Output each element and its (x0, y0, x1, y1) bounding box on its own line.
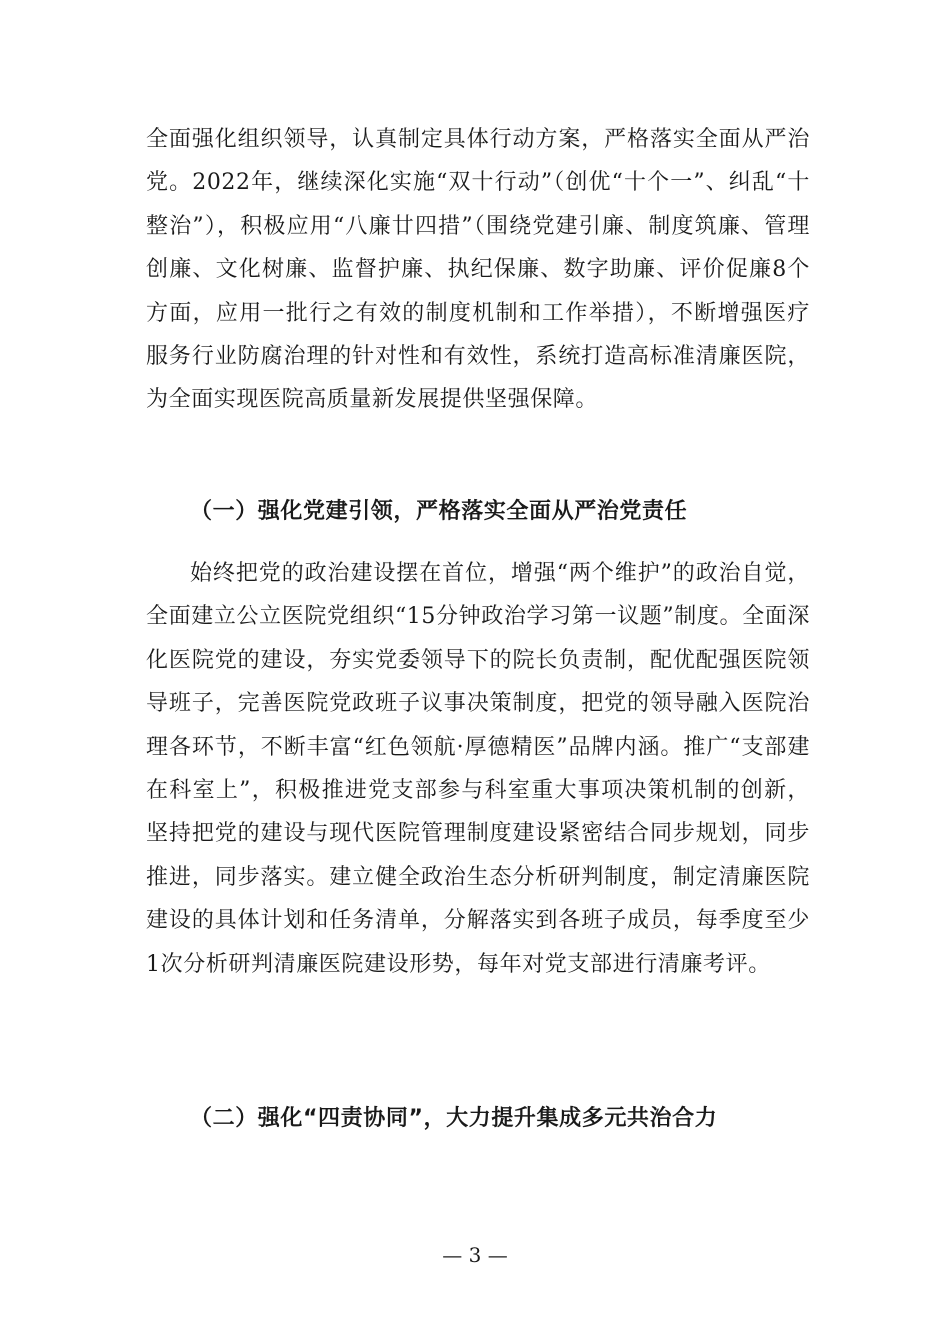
page-number: — 3 — (442, 1243, 508, 1267)
section-heading-1: （一）强化党建引领，严格落实全面从严治党责任 (190, 499, 688, 524)
section-paragraph-1: 始终把党的政治建设摆在首位，增强“两个维护”的政治自觉，全面建立公立医院党组织“15分钟政治学习第一议题”制度。全面深化医院党的建设，夯实党委领导下的院长负责制，配优配强医院领导班子，完善医院党政班子议事决策制度，把党的领导融入医院治理各环节，不断丰富“红色领航·厚德精医”品牌内涵。推广“支部建在科室上”，积极推进党支部参与科室重大事项决策机制的创新，坚持把党的建设与现代医院管理制度建设紧密结合同步规划，同步推进，同步落实。建立健全政治生态分析研判制度，制定清廉医院建设的具体计划和任务清单，分解落实到各班子成员，每季度至少1次分析研判清廉医院建设形势，每年对党支部进行清廉考评。 (146, 561, 810, 977)
intro-paragraph: 全面强化组织领导，认真制定具体行动方案，严格落实全面从严治党。2022年，继续深化实施“双十行动”（创优“十个一”、纠乱“十整治”），积极应用“八廉廿四措”（围绕党建引廉、制度筑廉、管理创廉、文化树廉、监督护廉、执纪保廉、数字助廉、评价促廉8个方面，应用一批行之有效的制度机制和工作举措），不断增强医疗服务行业防腐治理的针对性和有效性，系统打造高标准清廉医院，为全面实现医院高质量新发展提供坚强保障。 (146, 127, 810, 413)
section-heading-2: （二）强化“四责协同”，大力提升集成多元共治合力 (190, 1106, 718, 1131)
